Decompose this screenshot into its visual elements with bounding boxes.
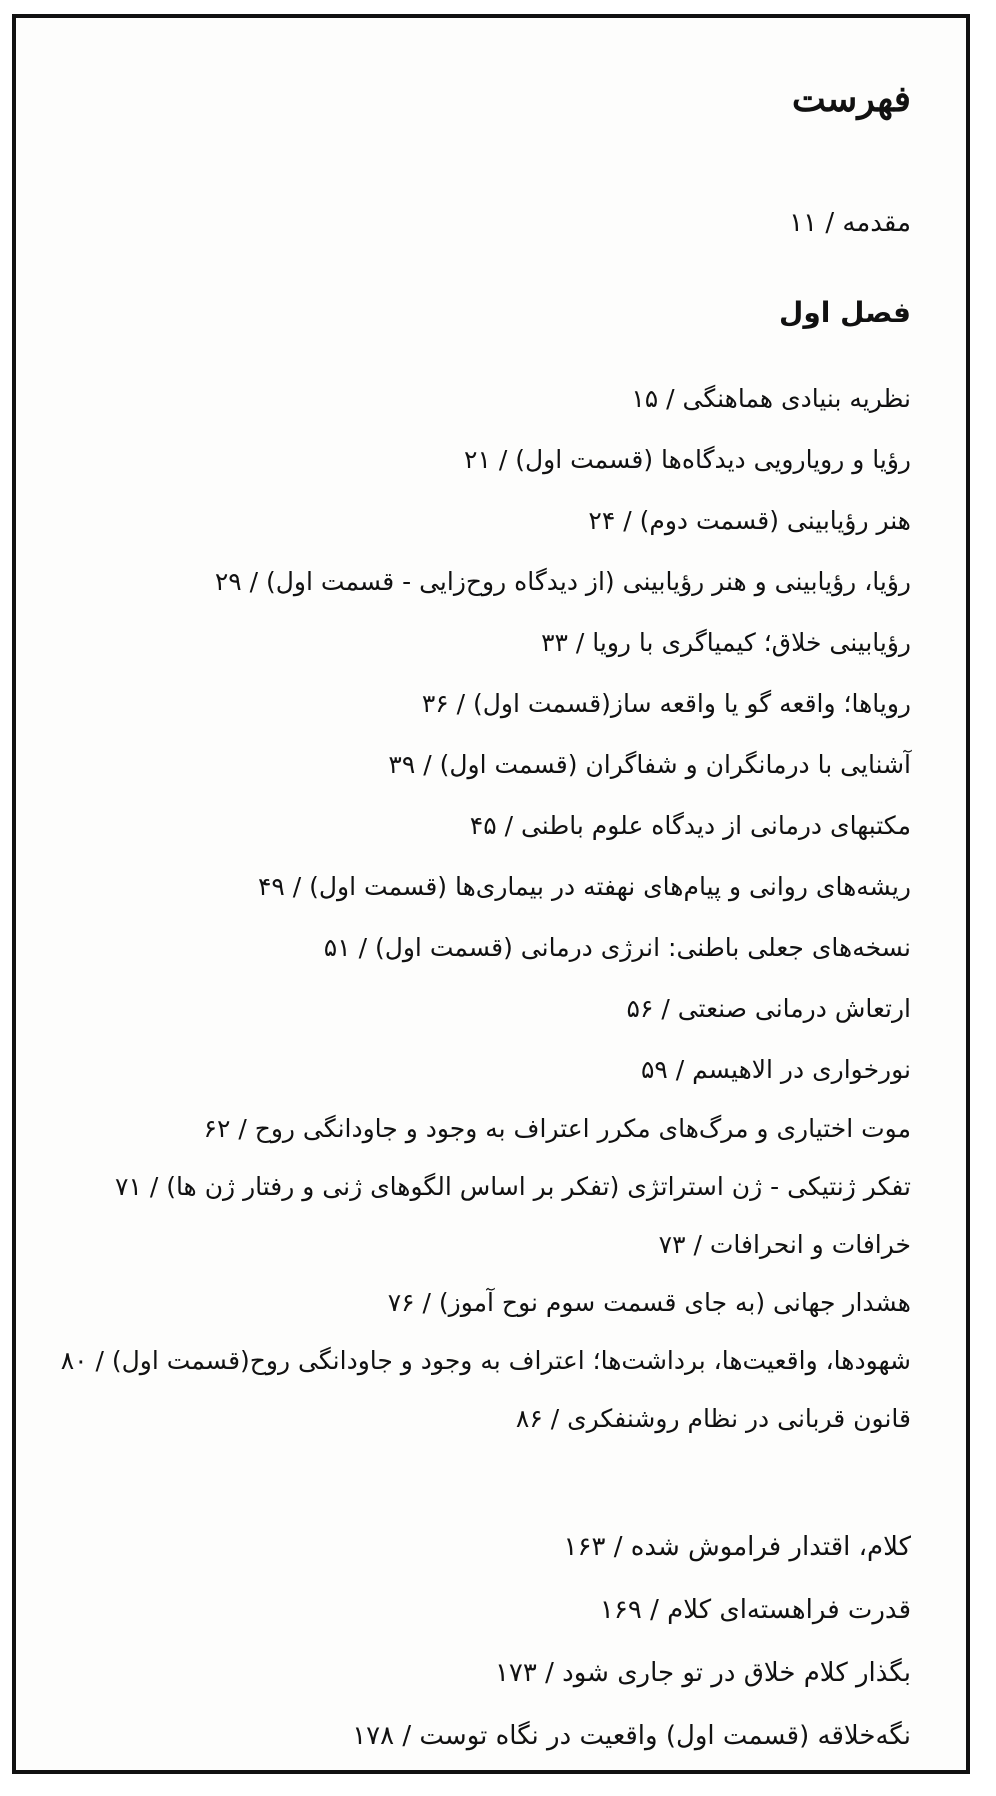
toc-entry: شهودها، واقعیت‌ها، برداشت‌ها؛ اعتراف به وجود و جاودانگی روح(قسمت اول) / ۸۰: [60, 1346, 911, 1375]
toc-entry: خرافات و انحرافات / ۷۳: [658, 1230, 911, 1259]
toc-entry: آشنایی با درمانگران و شفاگران (قسمت اول) / ۳۹: [388, 750, 911, 779]
toc-entry: نورخواری در الاهیسم / ۵۹: [640, 1055, 911, 1084]
toc-entry: نظریه بنیادی هماهنگی / ۱۵: [631, 384, 911, 413]
toc-entry: قانون قربانی در نظام روشنفکری / ۸۶: [515, 1404, 911, 1433]
toc-entry: ارتعاش درمانی صنعتی / ۵۶: [626, 994, 911, 1023]
toc-list: [0, 368, 911, 1448]
toc-entry: رؤیابینی خلاق؛ کیمیاگری با رویا / ۳۳: [541, 628, 911, 657]
page-frame: [12, 14, 970, 1774]
toc-entry: هنر رؤیابینی (قسمت دوم) / ۲۴: [588, 506, 911, 535]
toc-entry: نگه‌خلاقه (قسمت اول) واقعیت در نگاه توست / ۱۷۸: [352, 1721, 911, 1751]
toc-entry: نسخه‌های جعلی باطنی: انرژی درمانی (قسمت اول) / ۵۱: [323, 933, 911, 962]
toc-entry: رؤیا، رؤیابینی و هنر رؤیابینی (از دیدگاه روح‌زایی - قسمت اول) / ۲۹: [214, 567, 911, 596]
toc-entry: تفکر ژنتیکی - ژن استراتژی (تفکر بر اساس الگوهای ژنی و رفتار ژن ها) / ۷۱: [115, 1172, 911, 1201]
toc-entry: ریشه‌های روانی و پیام‌های نهفته در بیماری‌ها (قسمت اول) / ۴۹: [257, 872, 911, 901]
toc-intro-entry: مقدمه / ۱۱: [789, 208, 911, 238]
toc-entry: کلام، اقتدار فراموش شده / ۱۶۳: [563, 1532, 911, 1562]
toc-entry: مکتبهای درمانی از دیدگاه علوم باطنی / ۴۵: [469, 811, 911, 840]
toc-entry: موت اختیاری و مرگ‌های مکرر اعتراف به وجود و جاودانگی روح / ۶۲: [203, 1114, 911, 1143]
page-title: فهرست: [791, 78, 911, 120]
toc-entry: هشدار جهانی (به جای قسمت سوم نوح آموز) / ۷۶: [387, 1288, 911, 1317]
toc-entry: قدرت فراهسته‌ای کلام / ۱۶۹: [599, 1595, 911, 1625]
toc-list-part2: [0, 1516, 911, 1768]
toc-entry: رویاها؛ واقعه گو یا واقعه ساز(قسمت اول) / ۳۶: [421, 689, 911, 718]
toc-entry: بگذار کلام خلاق در تو جاری شود / ۱۷۳: [494, 1658, 911, 1688]
toc-entry: رؤیا و رویارویی دیدگاه‌ها (قسمت اول) / ۲۱: [464, 445, 911, 474]
section-heading: فصل اول: [779, 296, 911, 329]
